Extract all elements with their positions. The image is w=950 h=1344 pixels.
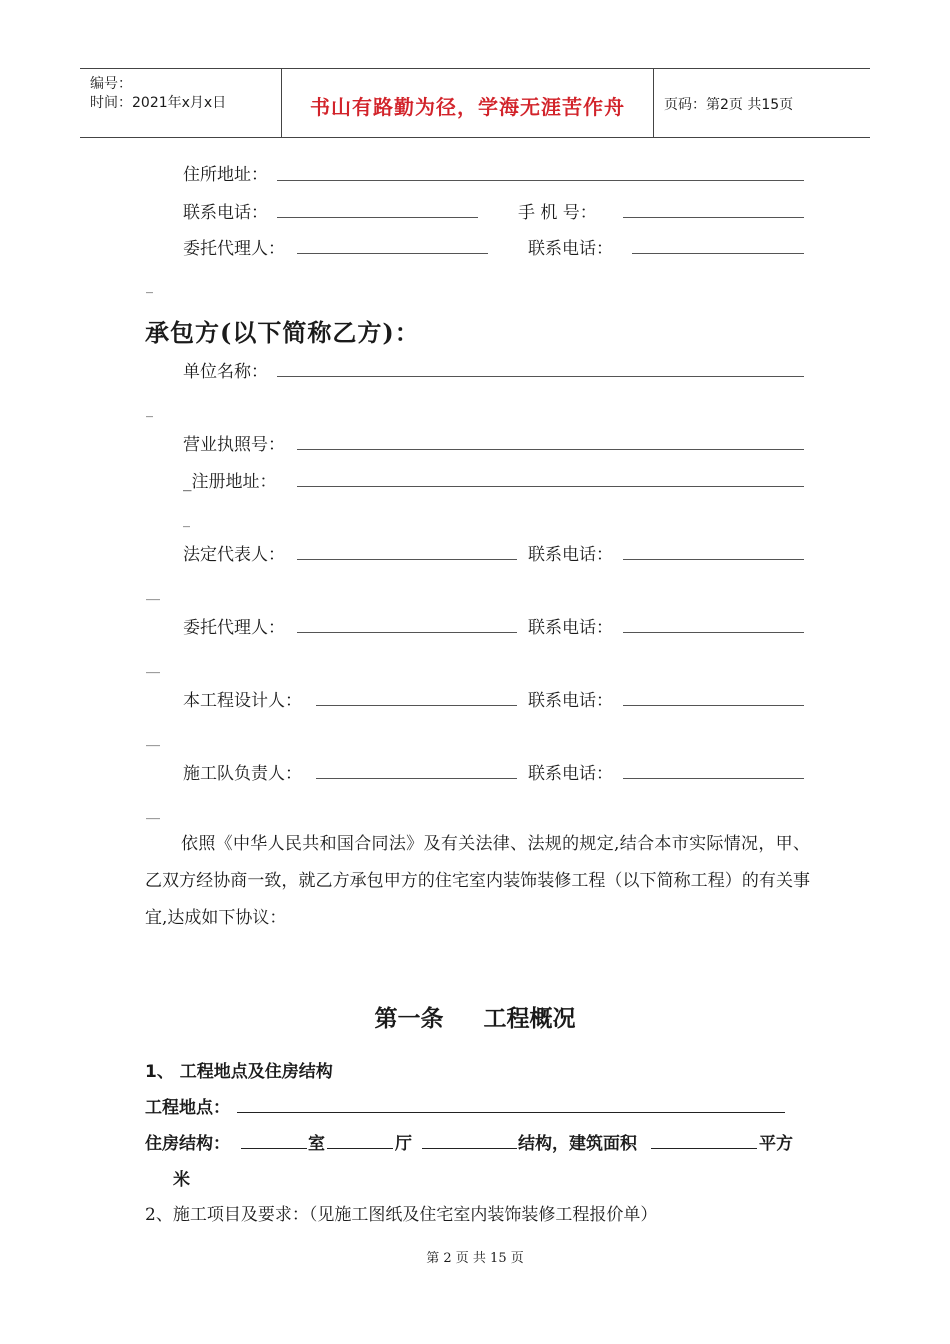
phone-label: 联系电话：	[183, 203, 268, 223]
designer-line[interactable]	[316, 705, 517, 706]
unit-name-line[interactable]	[277, 376, 804, 377]
address-line[interactable]	[277, 180, 804, 181]
team-lead-label: 施工队负责人：	[183, 764, 302, 784]
motto-text: 书山有路勤为径，学海无涯苦作舟	[310, 95, 625, 119]
room-count-line[interactable]	[241, 1148, 307, 1149]
designer-phone-label: 联系电话：	[528, 691, 613, 711]
license-label: 营业执照号：	[183, 435, 285, 455]
area-line[interactable]	[651, 1148, 757, 1149]
legal-rep-phone-line[interactable]	[623, 559, 804, 560]
date-label: 时间：2021年x月x日	[90, 95, 227, 111]
team-lead-phone-label: 联系电话：	[528, 764, 613, 784]
article-number: 第一条	[374, 1005, 444, 1032]
location-line[interactable]	[237, 1112, 785, 1113]
team-lead-line[interactable]	[316, 778, 517, 779]
agent-line[interactable]	[297, 253, 488, 254]
structure-label: 住房结构：	[145, 1134, 230, 1154]
dash-mark: __	[146, 804, 160, 820]
reg-address-line[interactable]	[297, 486, 804, 487]
license-line[interactable]	[297, 449, 804, 450]
agent-phone-line[interactable]	[632, 253, 804, 254]
dash-mark: _	[183, 512, 190, 528]
header-info-cell	[80, 69, 282, 137]
section-1-heading: 1、 工程地点及住房结构	[145, 1062, 333, 1082]
legal-rep-phone-label: 联系电话：	[528, 545, 613, 565]
article-heading	[0, 1000, 950, 1033]
legal-rep-line[interactable]	[297, 559, 517, 560]
agent-label: 委托代理人：	[183, 239, 285, 259]
page-header	[80, 68, 870, 138]
dash-mark: __	[146, 731, 160, 747]
b-agent-phone-label: 联系电话：	[528, 618, 613, 638]
section-2-heading: 2、施工项目及要求：（见施工图纸及住宅室内装饰装修工程报价单）	[145, 1205, 658, 1225]
designer-label: 本工程设计人：	[183, 691, 302, 711]
structure-area-label: 结构，建筑面积	[518, 1134, 637, 1154]
meter-label: 米	[173, 1170, 190, 1190]
address-label: 住所地址：	[183, 165, 268, 185]
reg-address-label: _注册地址：	[183, 472, 277, 492]
dash-mark: _	[146, 402, 153, 418]
hall-count-line[interactable]	[327, 1148, 393, 1149]
room-label: 室	[308, 1134, 325, 1154]
unit-name-label: 单位名称：	[183, 362, 268, 382]
b-agent-line[interactable]	[297, 632, 517, 633]
mobile-line[interactable]	[623, 217, 804, 218]
location-label: 工程地点：	[145, 1098, 230, 1118]
phone-line[interactable]	[277, 217, 478, 218]
b-agent-phone-line[interactable]	[623, 632, 804, 633]
dash-mark: __	[146, 658, 160, 674]
hall-label: 厅	[395, 1134, 412, 1154]
designer-phone-line[interactable]	[623, 705, 804, 706]
party-b-heading: 承包方(以下简称乙方)：	[145, 318, 420, 347]
structure-type-line[interactable]	[422, 1148, 517, 1149]
agent-phone-label: 联系电话：	[528, 239, 613, 259]
team-lead-phone-line[interactable]	[623, 778, 804, 779]
square-label: 平方	[759, 1134, 793, 1154]
article-title: 工程概况	[483, 1005, 576, 1032]
header-motto-cell	[282, 69, 654, 137]
dash-mark: _	[146, 278, 153, 294]
page-info: 页码：第2页 共15页	[664, 97, 794, 113]
serial-label: 编号：	[90, 76, 132, 92]
mobile-label: 手 机 号：	[518, 203, 597, 223]
intro-paragraph: 依照《中华人民共和国合同法》及有关法律、法规的规定,结合本市实际情况，甲、乙双方经协商一致，就乙方承包甲方的住宅室内装饰装修工程（以下简称工程）的有关事宜,达成如下协议：	[145, 834, 810, 928]
page-footer: 第 2 页 共 15 页	[426, 1251, 524, 1266]
b-agent-label: 委托代理人：	[183, 618, 285, 638]
legal-rep-label: 法定代表人：	[183, 545, 285, 565]
header-page-cell	[654, 69, 870, 137]
dash-mark: __	[146, 585, 160, 601]
